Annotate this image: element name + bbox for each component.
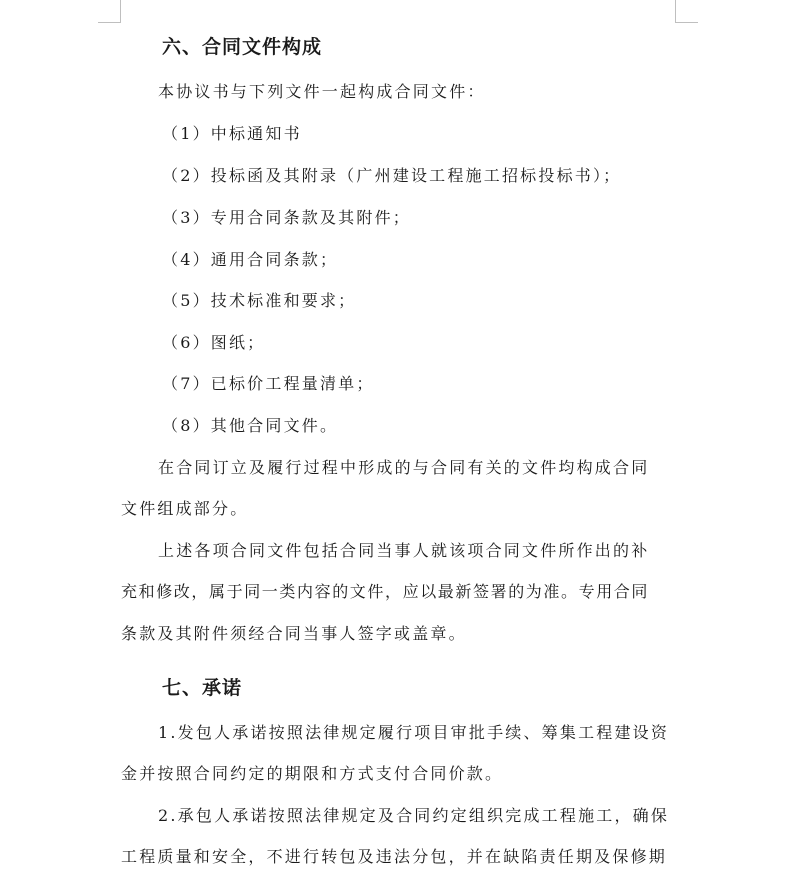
document-list-item-6: （6）图纸； bbox=[162, 333, 266, 352]
section-6-paragraph-2-line-1: 上述各项合同文件包括合同当事人就该项合同文件所作出的补 bbox=[158, 541, 650, 560]
section-6-paragraph-1-line-1: 在合同订立及履行过程中形成的与合同有关的文件均构成合同 bbox=[158, 458, 650, 477]
section-6-intro: 本协议书与下列文件一起构成合同文件： bbox=[158, 82, 486, 101]
document-list-item-8: （8）其他合同文件。 bbox=[162, 416, 339, 435]
document-list-item-1: （1）中标通知书 bbox=[162, 124, 302, 143]
section-7-paragraph-1-line-1: 1.发包人承诺按照法律规定履行项目审批手续、筹集工程建设资 bbox=[158, 723, 670, 742]
section-7-paragraph-2-line-1: 2.承包人承诺按照法律规定及合同约定组织完成工程施工，确保 bbox=[158, 806, 670, 825]
section-7-heading: 七、承诺 bbox=[162, 677, 243, 699]
section-7-paragraph-1-line-2: 金并按照合同约定的期限和方式支付合同价款。 bbox=[121, 764, 504, 783]
section-6-paragraph-2-line-2: 充和修改，属于同一类内容的文件，应以最新签署的为准。专用合同 bbox=[121, 582, 650, 601]
document-list-item-3: （3）专用合同条款及其附件； bbox=[162, 208, 411, 227]
section-6-paragraph-2-line-3: 条款及其附件须经合同当事人签字或盖章。 bbox=[121, 624, 467, 643]
document-list-item-7: （7）已标价工程量清单； bbox=[162, 374, 375, 393]
document-list-item-4: （4）通用合同条款； bbox=[162, 250, 339, 269]
section-6-heading: 六、合同文件构成 bbox=[162, 36, 323, 58]
page-corner-mark-left bbox=[98, 0, 121, 23]
document-list-item-2: （2）投标函及其附录（广州建设工程施工招标投标书）； bbox=[162, 166, 622, 185]
page-corner-mark-right bbox=[675, 0, 698, 23]
document-list-item-5: （5）技术标准和要求； bbox=[162, 291, 357, 310]
section-6-paragraph-1-line-2: 文件组成部分。 bbox=[121, 499, 249, 518]
section-7-paragraph-2-line-2: 工程质量和安全，不进行转包及违法分包，并在缺陷责任期及保修期 bbox=[121, 847, 668, 866]
